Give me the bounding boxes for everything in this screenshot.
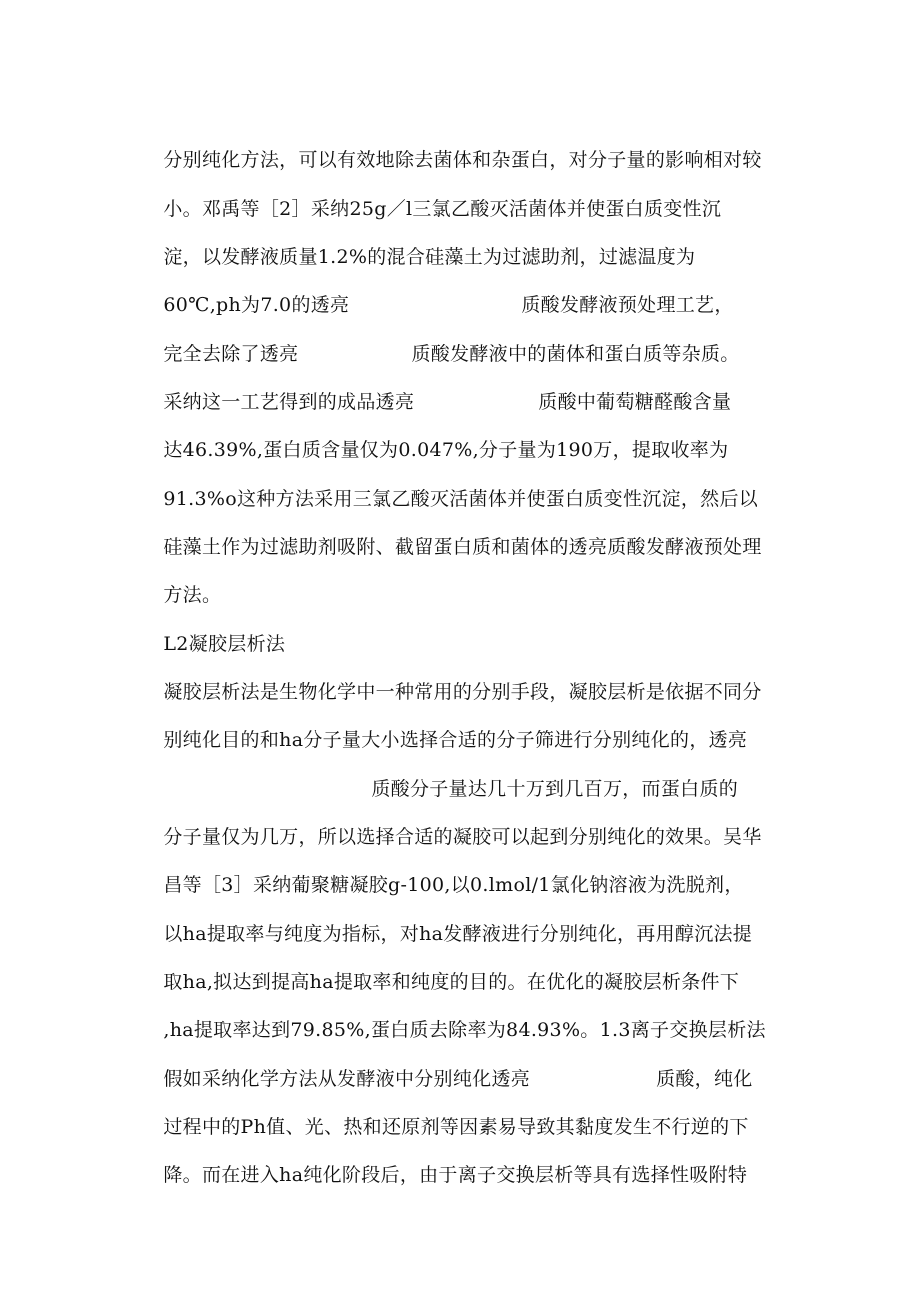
text-segment: 质酸分子量达几十万到几百万，而蛋白质的 — [371, 778, 739, 800]
text-segment: ,ha提取率达到79.85%,蛋白质去除率为84.93%。1.3离子交换层析法 — [163, 1019, 766, 1041]
text-segment: 别纯化目的和ha分子量大小选择合适的分子筛进行分别纯化的，透亮 — [163, 729, 748, 751]
text-segment: 完全去除了透亮 — [163, 343, 299, 365]
text-segment: 假如采纳化学方法从发酵液中分别纯化透亮 — [163, 1068, 531, 1090]
text-segment: 降。而在进入ha纯化阶段后，由于离子交换层析等具有选择性吸附特 — [163, 1164, 748, 1186]
text-segment: 小。邓禹等［2］采纳25g／l三氯乙酸灭活菌体并使蛋白质变性沉 — [163, 198, 722, 220]
text-segment: L2凝胶层析法 — [163, 633, 286, 655]
text-segment: 质酸发酵液预处理工艺， — [521, 294, 734, 316]
text-segment: 质酸中葡萄糖醛酸含量 — [538, 391, 732, 413]
text-segment: 采纳这一工艺得到的成品透亮 — [163, 391, 415, 413]
text-segment: 取ha,拟达到提高ha提取率和纯度的目的。在优化的凝胶层析条件下 — [163, 971, 740, 993]
text-segment: 淀，以发酵液质量1.2%的混合硅藻土为过滤助剂，过滤温度为 — [163, 246, 696, 268]
text-segment: 凝胶层析法是生物化学中一种常用的分别手段，凝胶层析是依据不同分 — [163, 681, 762, 703]
text-segment: 昌等［3］采纳葡聚糖凝胶g-100,以0.lmol/1氯化钠溶液为洗脱剂， — [163, 874, 744, 896]
text-segment: 分别纯化方法，可以有效地除去菌体和杂蛋白，对分子量的影响相对较 — [163, 149, 762, 171]
text-line-9 — [138, 508, 762, 586]
text-segment: 60℃,ph为7.0的透亮 — [163, 294, 350, 316]
text-segment: 方法。 — [163, 584, 222, 606]
text-segment: 硅藻土作为过滤助剂吸附、截留蛋白质和菌体的透亮质酸发酵液预处理 — [163, 536, 762, 558]
text-segment: 以ha提取率与纯度为指标，对ha发酵液进行分别纯化，再用醇沉法提 — [163, 923, 753, 945]
text-segment: 质酸发酵液中的菌体和蛋白质等杂质。 — [411, 343, 740, 365]
text-segment: 质酸，纯化 — [656, 1068, 753, 1090]
text-segment: 91.3%o这种方法采用三氯乙酸灭活菌体并使蛋白质变性沉淀，然后以 — [163, 488, 759, 510]
text-segment: 达46.39%,蛋白质含量仅为0.047%,分子量为190万，提取收率为 — [163, 439, 729, 461]
text-segment: 分子量仅为几万，所以选择合适的凝胶可以起到分别纯化的效果。吴华 — [163, 826, 762, 848]
text-segment: 过程中的Ph值、光、热和还原剂等因素易导致其黏度发生不行逆的下 — [163, 1116, 749, 1138]
text-line-22 — [138, 1136, 747, 1214]
